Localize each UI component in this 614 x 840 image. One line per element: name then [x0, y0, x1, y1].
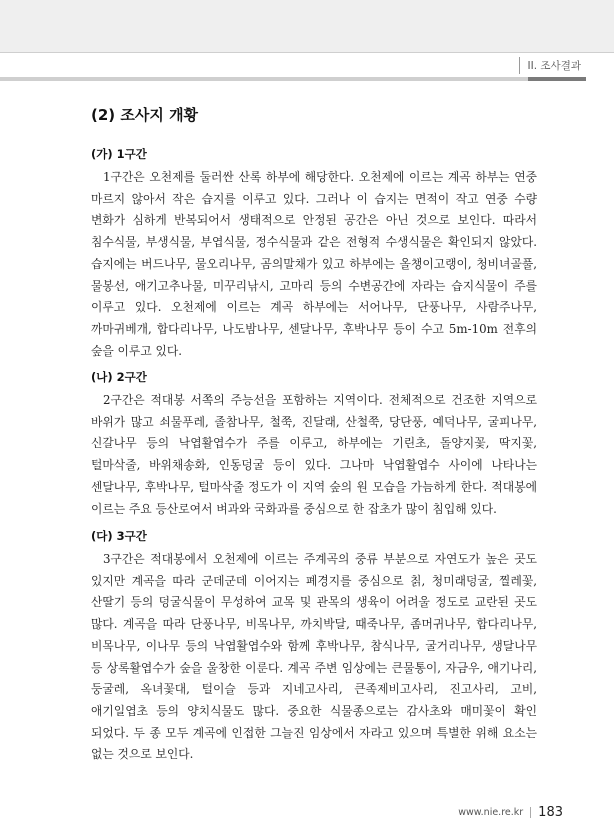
chapter-label: II. 조사결과: [519, 57, 581, 74]
top-band: [0, 0, 614, 52]
page-footer: [458, 805, 563, 820]
page-number: 183: [538, 805, 563, 820]
subsection-body-1: 1구간은 오천제를 둘러싼 산록 하부에 해당한다. 오천제에 이르는 계곡 하부는 연중 마르지 않아서 작은 습지를 이루고 있다. 그러나 이 습지는 면적이 작고 연중 수량 변화가 심하게 반복되어서 생태적으로 안정된 공간은 아닌 것으로 보인다. 따라서 침수식물, 부생식물, 부엽식물, 정수식물과 같은 전형적 수생식물은 확인되지 않았다. 습지에는 버드나무, 물오리나무, 곰의말채가 있고 하부에는 올챙이고랭이, 청비녀골풀, 물봉선, 애기고추나물, 미꾸리낚시, 고마리 등의 수변공간에 자라는 습지식물이 주를 이루고 있다. 오천제에 이르는 계곡 하부에는 서어나무, 단풍나무, 사람주나무, 까마귀베개, 합다리나무, 나도밤나무, 센달나무, 후박나무 등이 수고 5m-10m 전후의 숲을 이루고 있다.: [91, 170, 537, 358]
top-band-border: [0, 52, 614, 53]
header-rule-tab: [528, 77, 586, 81]
subsection-heading-3: (다) 3구간: [91, 529, 147, 543]
header-rule: [0, 77, 586, 81]
footer-divider: [530, 807, 531, 818]
footer-url: www.nie.re.kr: [458, 807, 524, 818]
subsection-heading-2: (나) 2구간: [91, 370, 147, 384]
section-title: (2) 조사지 개황: [91, 106, 199, 124]
subsection-body-3: 3구간은 적대봉에서 오천제에 이르는 주계곡의 중류 부분으로 자연도가 높은 곳도 있지만 계곡을 따라 군데군데 이어지는 폐경지를 중심으로 칡, 청미래덩굴, 찔레꽃, 산딸기 등의 덩굴식물이 무성하여 교목 및 관목의 생육이 어려울 정도로 교란된 곳도 많다. 계곡을 따라 단풍나무, 비목나무, 까치박달, 때죽나무, 좀머귀나무, 합다리나무, 비목나무, 이나무 등의 낙엽활엽수와 함께 후박나무, 참식나무, 굴거리나무, 생달나무 등 상록활엽수가 숲을 울창한 이룬다. 계곡 주변 임상에는 큰물통이, 자금우, 애기나리, 둥굴레, 옥녀꽃대, 털이슬 등과 지네고사리, 큰족제비고사리, 진고사리, 고비, 애기일엽초 등의 양치식물도 많다. 중요한 식물종으로는 감사초와 매미꽃이 확인 되었다. 두 종 모두 계곡에 인접한 그늘진 임상에서 자라고 있으며 특별한 위해 요소는 없는 것으로 보인다.: [91, 552, 537, 762]
subsection-heading-1: (가) 1구간: [91, 147, 147, 161]
subsection-body-2: 2구간은 적대봉 서쪽의 주능선을 포함하는 지역이다. 전체적으로 건조한 지역으로 바위가 많고 쇠물푸레, 졸참나무, 철쭉, 진달래, 산철쭉, 당단풍, 예덕나무, 굴피나무, 신갈나무 등의 낙엽활엽수가 주를 이루고, 하부에는 기린초, 돌양지꽃, 딱지꽃, 털마삭줄, 바위채송화, 인동덩굴 등이 있다. 그나마 낙엽활엽수 사이에 나타나는 센달나무, 후박나무, 털마삭줄 정도가 이 지역 숲의 원 모습을 가늠하게 한다. 적대봉에 이르는 주요 등산로여서 벼과와 국화과를 중심으로 한 잡초가 많이 침입해 있다.: [91, 393, 537, 516]
